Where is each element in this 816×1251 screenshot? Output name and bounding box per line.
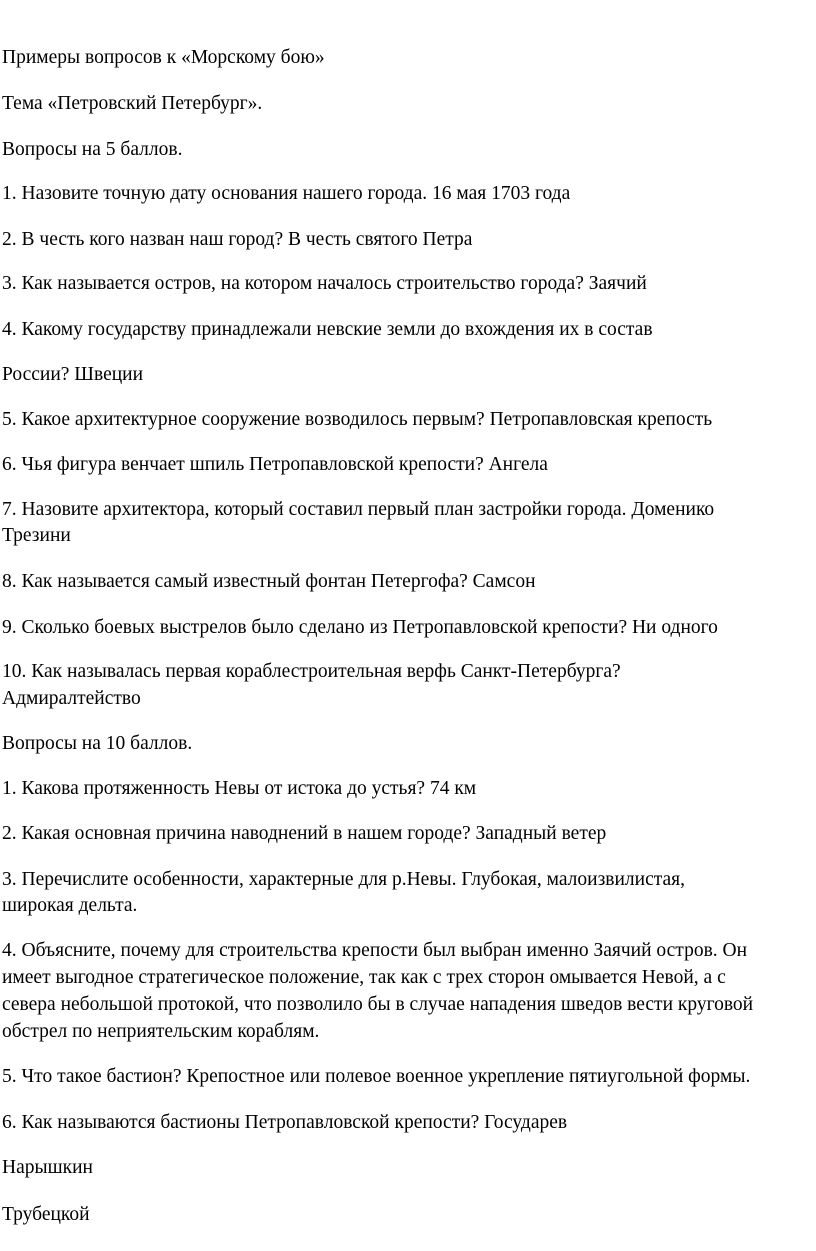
question-line: 4. Какому государству принадлежали невские земли до вхождения их в состав (2, 319, 653, 340)
question-line: 1. Какова протяженность Невы от истока до устья? 74 км (2, 778, 477, 799)
topic-line: Тема «Петровский Петербург». (2, 93, 263, 114)
question-line-continuation: имеет выгодное стратегическое положение, так как с трех сторон омывается Невой, а с (2, 967, 726, 988)
question-line: 4. Объясните, почему для строительства крепости был выбран именно Заячий остров. Он (2, 940, 748, 961)
question-line-continuation: обстрел по неприятельским кораблям. (2, 1021, 320, 1042)
question-line: 5. Какое архитектурное сооружение возводилось первым? Петропавловская крепость (2, 409, 713, 430)
question-line: 5. Что такое бастион? Крепостное или полевое военное укрепление пятиугольной формы. (2, 1066, 751, 1087)
question-line-continuation: Трезини (2, 525, 71, 546)
section-heading-10-points: Вопросы на 10 баллов. (2, 733, 193, 754)
question-line: 9. Сколько боевых выстрелов было сделано из Петропавловской крепости? Ни одного (2, 617, 718, 638)
question-line-continuation: широкая дельта. (2, 895, 138, 916)
question-line: 6. Чья фигура венчает шпиль Петропавловской крепости? Ангела (2, 454, 548, 475)
answer-line: Трубецкой (2, 1204, 90, 1225)
section-heading-5-points: Вопросы на 5 баллов. (2, 139, 183, 160)
question-line-continuation: Адмиралтейство (2, 688, 141, 709)
question-line: 6. Как называются бастионы Петропавловской крепости? Государев (2, 1112, 568, 1133)
document-title: Примеры вопросов к «Морскому бою» (2, 47, 325, 68)
answer-line: Нарышкин (2, 1157, 93, 1178)
question-line: 8. Как называется самый известный фонтан Петергофа? Самсон (2, 571, 536, 592)
question-line-continuation: севера небольшой протокой, что позволило бы в случае нападения шведов вести круговой (2, 994, 754, 1015)
question-line: 3. Как называется остров, на котором началось строительство города? Заячий (2, 273, 647, 294)
question-line: 7. Назовите архитектора, который составил первый план застройки города. Доменико (2, 499, 715, 520)
question-line: 10. Как называлась первая кораблестроительная верфь Санкт-Петербурга? (2, 661, 621, 682)
question-line: 1. Назовите точную дату основания нашего города. 16 мая 1703 года (2, 183, 571, 204)
question-line: 3. Перечислите особенности, характерные для р.Невы. Глубокая, малоизвилистая, (2, 869, 686, 890)
question-line: 2. Какая основная причина наводнений в нашем городе? Западный ветер (2, 823, 607, 844)
question-line: 2. В честь кого назван наш город? В честь святого Петра (2, 229, 473, 250)
question-line-continuation: России? Швеции (2, 364, 144, 385)
